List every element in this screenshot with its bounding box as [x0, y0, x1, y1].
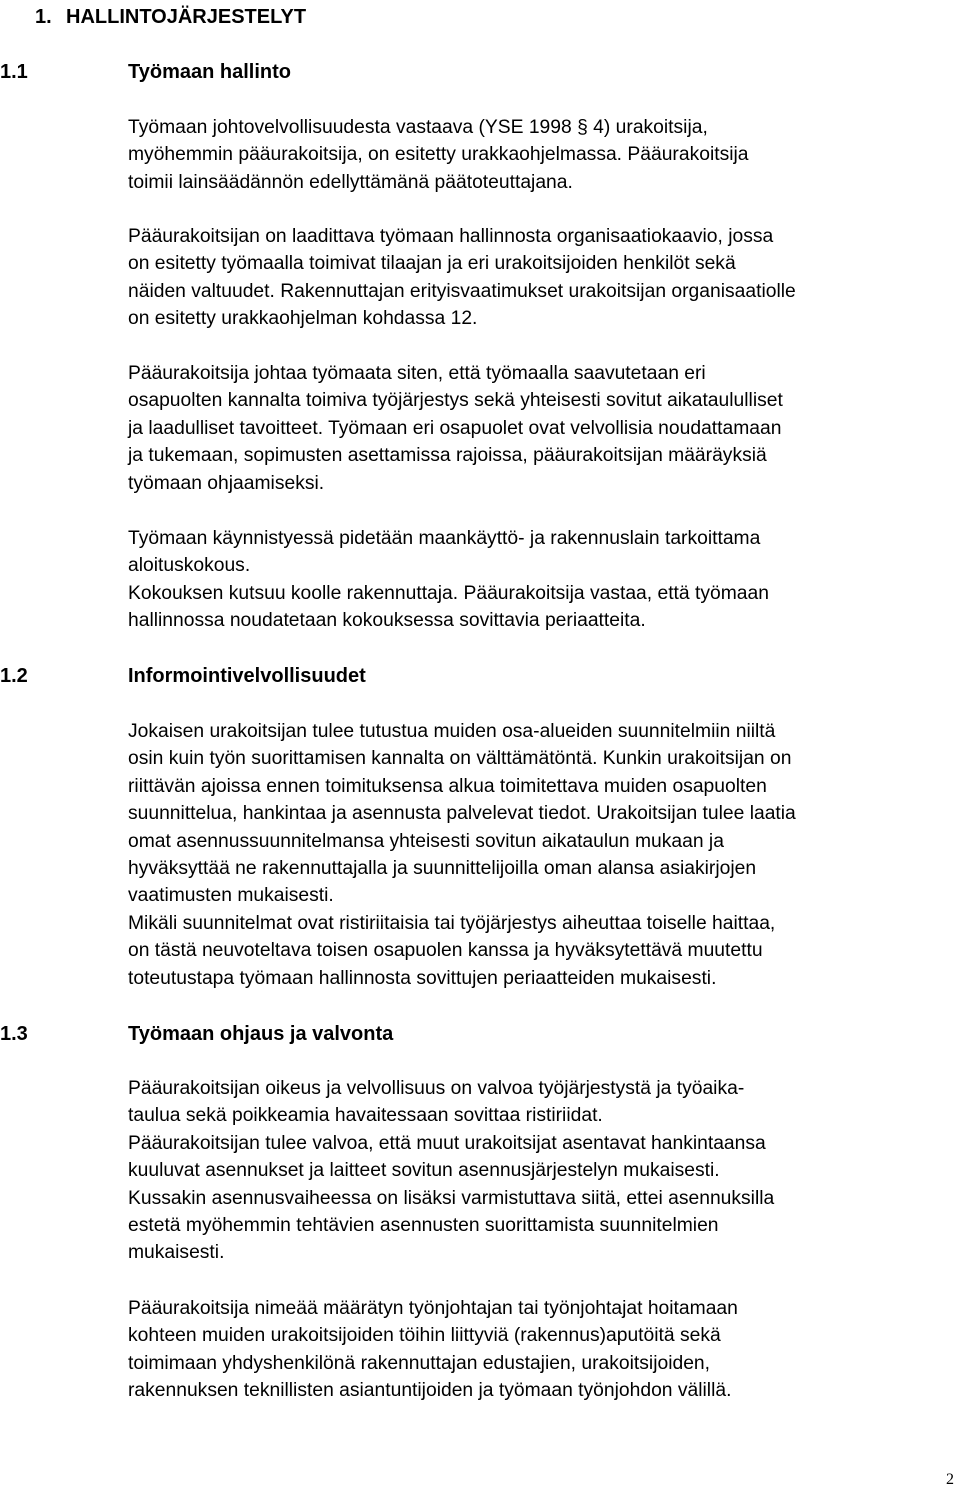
text-line: hyväksyttää ne rakennuttajalla ja suunnittelijoilla oman alansa asiakirjojen — [128, 858, 757, 880]
text-line: Työmaan käynnistyessä pidetään maankäyttö- ja rakennuslain tarkoittama — [128, 528, 761, 549]
page-number: 2 — [946, 1471, 954, 1488]
text-line: toimimaan yhdyshenkilönä rakennuttajan edustajien, urakoitsijoiden, — [128, 1352, 711, 1374]
section-title: Työmaan hallinto — [128, 61, 291, 83]
text-line: ja laadulliset tavoitteet. Työmaan eri osapuolet ovat velvollisia noudattamaan — [128, 417, 782, 439]
text-line: osin kuin työn suorittamisen kannalta on välttämätöntä. Kunkin urakoitsijan on — [128, 748, 792, 770]
text-line: on esitetty urakkaohjelman kohdassa 12. — [128, 308, 478, 330]
text-line: kohteen muiden urakoitsijoiden töihin liittyviä (rakennus)aputöitä sekä — [128, 1325, 721, 1347]
text-line: Työmaan johtovelvollisuudesta vastaava (YSE 1998 § 4) urakoitsija, — [128, 117, 708, 138]
text-line: Jokaisen urakoitsijan tulee tutustua muiden osa-alueiden suunnitelmiin niiltä — [128, 721, 776, 742]
chapter-title: HALLINTOJÄRJESTELYT — [66, 6, 307, 28]
section-title: Työmaan ohjaus ja valvonta — [128, 1023, 394, 1045]
text-line: toimii lainsäädännön edellyttämänä päätoteuttajana. — [128, 171, 573, 193]
text-line: toteutustapa työmaan hallinnosta sovittujen periaatteiden mukaisesti. — [128, 967, 717, 989]
text-line: Mikäli suunnitelmat ovat ristiriitaisia tai työjärjestys aiheuttaa toiselle haittaa, — [128, 912, 776, 934]
text-line: vaatimusten mukaisesti. — [128, 885, 334, 907]
paragraph — [128, 1295, 958, 1405]
paragraph — [128, 114, 958, 196]
text-line: taulua sekä poikkeamia havaitessaan sovittaa ristiriidat. — [128, 1105, 603, 1127]
chapter-number: 1. — [35, 6, 52, 28]
text-line: kuuluvat asennukset ja laitteet sovitun asennusjärjestelyn mukaisesti. — [128, 1160, 720, 1182]
text-line: näiden valtuudet. Rakennuttajan erityisvaatimukset urakoitsijan organisaatiolle — [128, 280, 796, 302]
section-number: 1.1 — [0, 61, 28, 83]
text-line: rakennuksen teknillisten asiantuntijoiden ja työmaan työnjohdon välillä. — [128, 1380, 732, 1402]
paragraph — [128, 360, 958, 497]
text-line: mukaisesti. — [128, 1242, 225, 1264]
paragraph — [128, 525, 958, 635]
text-line: Pääurakoitsijan tulee valvoa, että muut urakoitsijat asentavat hankintaansa — [128, 1132, 766, 1154]
section-number: 1.2 — [0, 665, 28, 687]
section-title: Informointivelvollisuudet — [128, 665, 366, 687]
paragraph — [128, 718, 958, 992]
text-line: Pääurakoitsijan oikeus ja velvollisuus on valvoa työjärjestystä ja työaika- — [128, 1078, 745, 1099]
text-line: omat asennussuunnitelmansa yhteisesti sovitun aikataulun mukaan ja — [128, 830, 724, 852]
paragraph — [128, 1075, 958, 1267]
text-line: Kussakin asennusvaiheessa on lisäksi varmistuttava siitä, ettei asennuksilla — [128, 1187, 775, 1209]
text-line: Pääurakoitsija nimeää määrätyn työnjohtajan tai työnjohtajat hoitamaan — [128, 1298, 738, 1319]
text-line: osapuolten kannalta toimiva työjärjestys sekä yhteisesti sovitut aikataululliset — [128, 390, 783, 412]
text-line: työmaan ohjaamiseksi. — [128, 472, 325, 494]
text-line: hallinnossa noudatetaan kokouksessa sovittavia periaatteita. — [128, 610, 646, 632]
text-line: aloituskokous. — [128, 555, 251, 577]
text-line: suunnittelua, hankintaa ja asennusta palvelevat tiedot. Urakoitsijan tulee laatia — [128, 803, 796, 825]
text-line: on esitetty työmaalla toimivat tilaajan ja eri urakoitsijoiden henkilöt sekä — [128, 253, 736, 275]
text-line: on tästä neuvoteltava toisen osapuolen kanssa ja hyväksytettävä muutettu — [128, 940, 763, 962]
text-line: riittävän ajoissa ennen toimituksensa alkua toimitettava muiden osapuolten — [128, 775, 767, 797]
text-line: myöhemmin pääurakoitsija, on esitetty urakkaohjelmassa. Pääurakoitsija — [128, 144, 749, 166]
text-line: Pääurakoitsijan on laadittava työmaan hallinnosta organisaatiokaavio, jossa — [128, 226, 774, 247]
text-line: estetä myöhemmin tehtävien asennusten suorittamista suunnitelmien — [128, 1215, 719, 1237]
paragraph — [128, 223, 958, 333]
text-line: ja tukemaan, sopimusten asettamissa rajoissa, pääurakoitsijan määräyksiä — [128, 445, 767, 467]
section-number: 1.3 — [0, 1023, 28, 1045]
text-line: Kokouksen kutsuu koolle rakennuttaja. Pääurakoitsija vastaa, että työmaan — [128, 582, 769, 604]
text-line: Pääurakoitsija johtaa työmaata siten, että työmaalla saavutetaan eri — [128, 363, 706, 384]
